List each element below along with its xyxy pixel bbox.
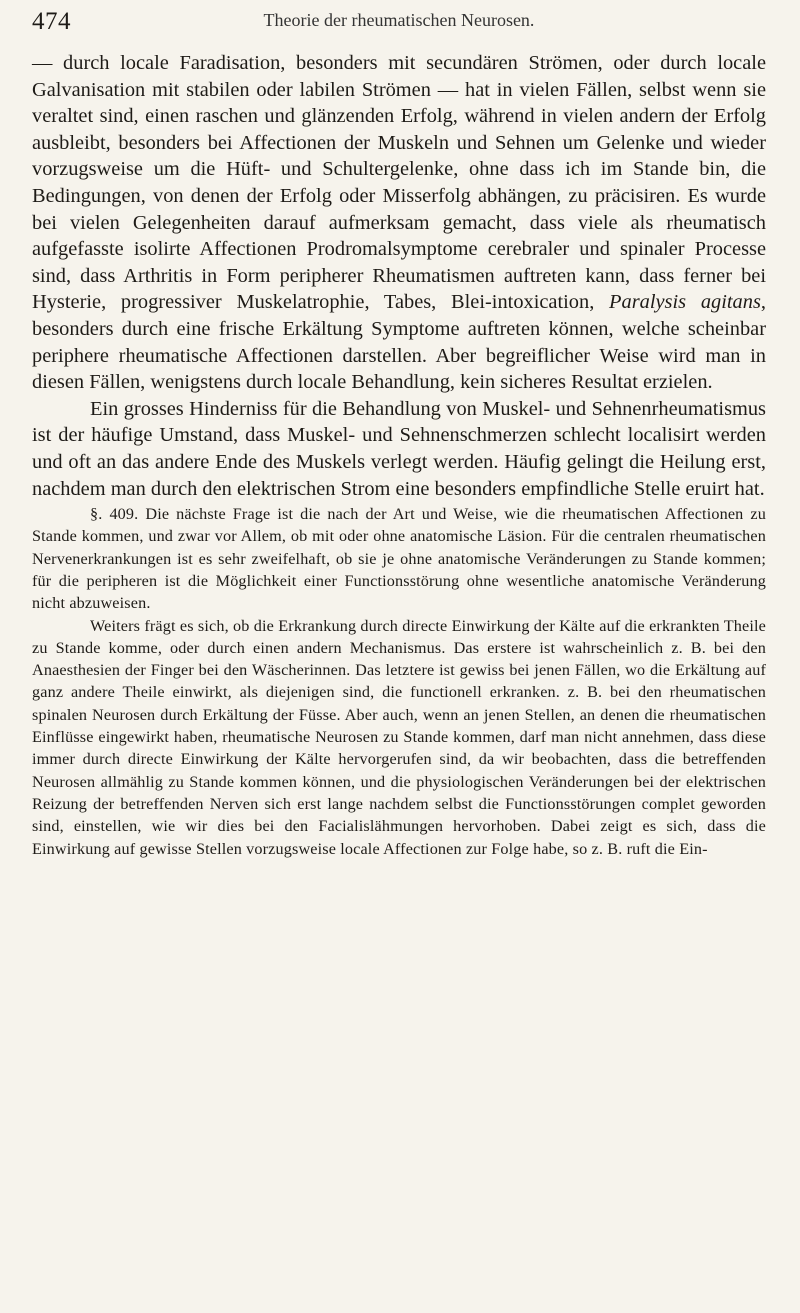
page-header (32, 0, 766, 50)
main-text (32, 50, 766, 502)
running-title: Theorie der rheumatischen Neurosen. (263, 10, 535, 30)
section-paragraph: §. 409. Die nächste Frage ist die nach der Art und Weise, wie die rheumatischen Affectionen zu Stande kommen, und zwar vor Allem, ob mit oder ohne anatomische Läsion. Für die centralen rheumatischen Nervenerkrankungen ist es sehr zweifelhaft, ob sie je ohne anatomische Veränderungen zu Stande kommen; für die peripheren ist die Möglichkeit einer Functionsstörung ohne wesentliche anatomische Veränderung nicht abzuweisen. (32, 505, 766, 613)
section-paragraph: Weiters frägt es sich, ob die Erkrankung durch directe Einwirkung der Kälte auf die erkrankten Theile zu Stande komme, oder durch einen andern Mechanismus. Das erstere ist wahrscheinlich z. B. bei den Anaesthesien der Finger bei den Wäscherinnen. Das letztere ist gewiss bei jenen Fällen, wo die Erkältung auf ganz andere Theile einwirkt, als diejenigen sind, die functionell erkranken. z. B. bei den rheumatischen spinalen Neurosen durch Erkältung der Füsse. Aber auch, wenn an jenen Stellen, an denen die rheumatischen Einflüsse eingewirkt haben, rheumatische Neurosen zu Stande kommen, darf man nicht annehmen, dass diese immer durch directe Einwirkung der Kälte hervorgerufen sind, da wir beobachten, dass die betreffenden Neurosen allmählig zu Stande kommen können, und die physiologischen Veränderungen bei der elektrischen Reizung der betreffenden Nerven sich erst lange nachdem selbst die Functionsstörungen complet geworden sind, einstellen, wie wir dies bei den Facialislähmungen hervorhoben. Dabei zeigt es sich, dass die Einwirkung auf gewisse Stellen vorzugsweise locale Affectionen zur Folge habe, so z. B. ruft die Ein- (32, 616, 766, 858)
paragraph: Ein grosses Hinderniss für die Behandlung von Muskel- und Sehnenrheumatismus ist der häufige Umstand, dass Muskel- und Sehnenschmerzen schlecht localisirt werden und oft an das andere Ende des Muskels verlegt werden. Häufig gelingt die Heilung erst, nachdem man durch den elektrischen Strom eine besonders empfindliche Stelle eruirt hat. (32, 397, 766, 500)
italic-term: Paralysis agitans (609, 291, 761, 314)
paragraph-text: — durch locale Faradisation, besonders mit secundären Strömen, oder durch locale Galvanisation mit stabilen oder labilen Strömen — hat in vielen Fällen, selbst wenn sie veraltet sind, einen raschen und glänzenden Erfolg, während in vielen andern der Erfolg ausbleibt, besonders bei Affectionen der Muskeln und Sehnen um Gelenke und wieder vorzugsweise um die Hüft- und Schultergelenke, ohne dass ich im Stande bin, die Bedingungen, von denen der Erfolg oder Misserfolg abhängen, zu präcisiren. Es wurde bei vielen Gelegenheiten darauf aufmerksam gemacht, dass viele als rheumatisch aufgefasste isolirte Affectionen Prodromalsymptome cerebraler und spinaler Processe sind, dass Arthritis in Form peripherer Rheumatismen auftreten kann, dass ferner bei Hysterie, progressiver Muskelatrophie, Tabes, Blei-intoxication, (32, 52, 766, 314)
page-number: 474 (32, 8, 71, 35)
paragraph (32, 50, 766, 396)
paragraph-text: , besonders durch eine frische Erkältung Symptome auftreten können, welche scheinbar periphere rheumatische Affectionen darstellen. Aber begreiflicher Weise wird man in diesen Fällen, wenigstens durch locale Behandlung, kein sicheres Resultat erzielen. (32, 291, 766, 394)
section-409 (32, 503, 766, 860)
